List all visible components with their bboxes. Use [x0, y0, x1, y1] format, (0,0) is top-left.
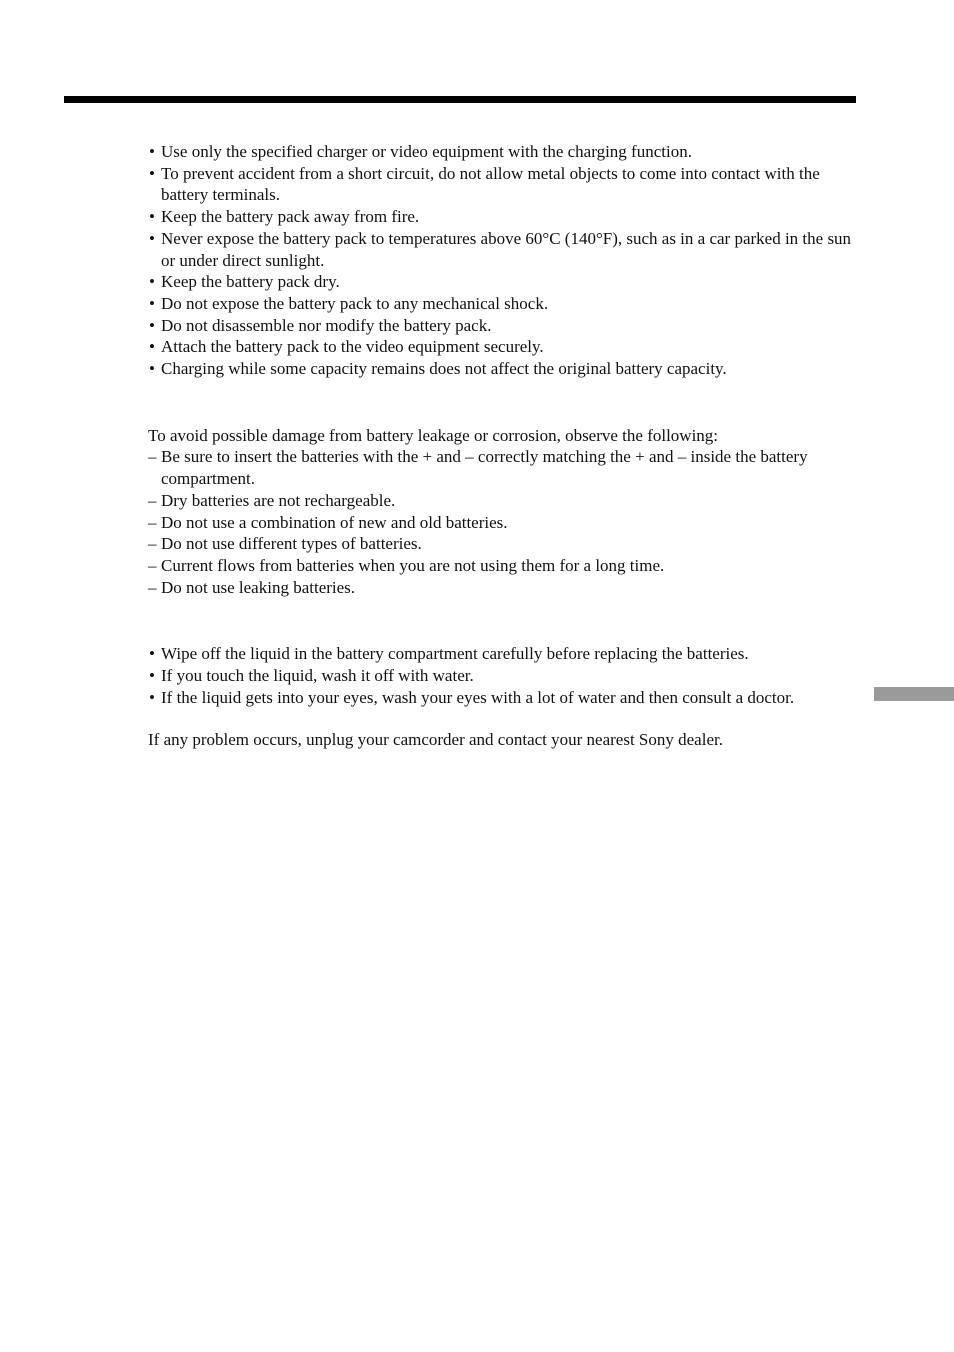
list-item: • Keep the battery pack away from fire.: [149, 207, 420, 227]
list-item: • Keep the battery pack dry.: [149, 272, 340, 292]
bullet-marker: •: [149, 315, 155, 335]
leakage-intro: To avoid possible damage from battery leakage or corrosion, observe the following:: [148, 425, 719, 445]
bullet-marker: •: [149, 272, 155, 292]
list-item: • If you touch the liquid, wash it off with water.: [149, 666, 474, 686]
battery-leakage-list: [148, 446, 868, 598]
bullet-marker: •: [149, 666, 155, 686]
list-item: • Charging while some capacity remains does not affect the original battery capacity.: [149, 359, 727, 379]
list-item: • To prevent accident from a short circuit, do not allow metal objects to come into contact with the battery terminals.: [149, 163, 820, 205]
list-item: – Dry batteries are not rechargeable.: [148, 490, 396, 510]
dash-marker: –: [148, 577, 157, 597]
bullet-marker: •: [149, 359, 155, 379]
bullet-marker: •: [149, 644, 155, 664]
dash-marker: –: [148, 490, 157, 510]
list-item: • Do not disassemble nor modify the battery pack.: [149, 315, 492, 335]
dash-marker: –: [148, 534, 157, 554]
section-tab: [874, 687, 954, 701]
battery-pack-precautions: [148, 141, 868, 380]
battery-liquid-list: [148, 643, 868, 708]
header-rule: [64, 96, 856, 103]
list-item: • Do not expose the battery pack to any mechanical shock.: [149, 293, 549, 313]
list-item: • Attach the battery pack to the video equipment securely.: [149, 337, 544, 357]
list-item: – Do not use a combination of new and old batteries.: [148, 512, 508, 532]
list-item: • Wipe off the liquid in the battery compartment carefully before replacing the batteries.: [149, 644, 749, 664]
dash-marker: –: [148, 555, 157, 575]
page-content: [148, 141, 868, 751]
bullet-marker: •: [149, 687, 155, 707]
list-item: – Current flows from batteries when you are not using them for a long time.: [148, 555, 665, 575]
bullet-marker: •: [149, 142, 155, 161]
list-item: – Do not use leaking batteries.: [148, 577, 356, 597]
bullet-marker: •: [149, 293, 155, 313]
bullet-marker: •: [149, 228, 155, 248]
list-item: • Use only the specified charger or video equipment with the charging function.: [149, 142, 692, 161]
list-item: – Be sure to insert the batteries with the + and – correctly matching the + and – inside the battery compartment.: [148, 447, 808, 489]
dash-marker: –: [148, 447, 157, 467]
dash-marker: –: [148, 512, 157, 532]
list-item: – Do not use different types of batteries.: [148, 534, 422, 554]
closing-note: If any problem occurs, unplug your camcorder and contact your nearest Sony dealer.: [148, 730, 723, 750]
bullet-marker: •: [149, 207, 155, 227]
bullet-marker: •: [149, 337, 155, 357]
bullet-marker: •: [149, 163, 155, 183]
list-item: • If the liquid gets into your eyes, wash your eyes with a lot of water and then consult a doctor.: [149, 687, 795, 707]
list-item: • Never expose the battery pack to temperatures above 60°C (140°F), such as in a car parked in the sun or under direct sunlight.: [149, 228, 852, 270]
